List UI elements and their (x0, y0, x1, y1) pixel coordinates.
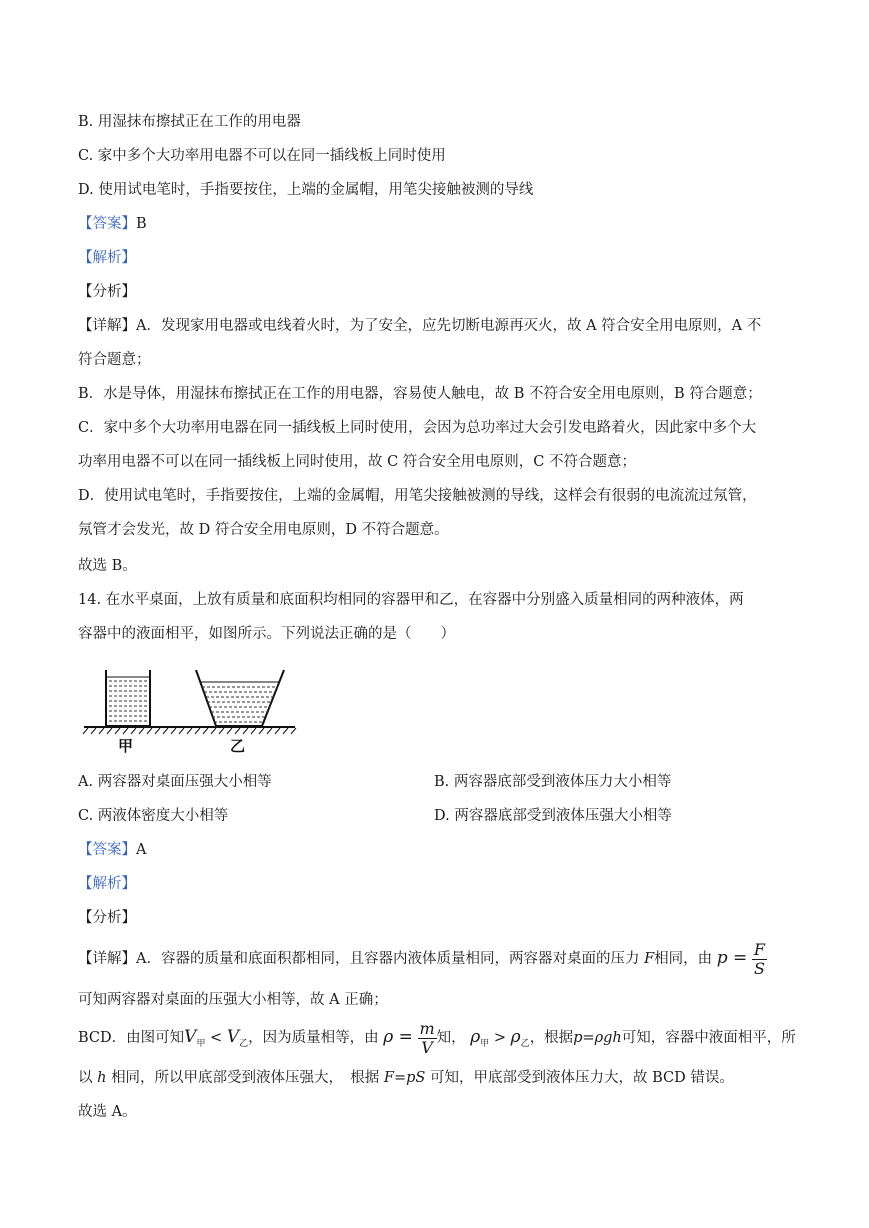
bcd-mid-1: ，因为质量相等，由 (248, 1030, 379, 1046)
q13-detail-a-2: 符合题意； (78, 352, 151, 368)
q13-detail-d-1: D．使用试电笔时，手指要按住，上端的金属帽，用笔尖接触被测的导线，这样会有很弱的电流流过氖管， (78, 488, 757, 504)
answer-value: B (136, 216, 147, 232)
volume-symbol: V (226, 1027, 240, 1047)
answer-value: A (136, 842, 147, 858)
q14-option-b: B. 两容器底部受到液体压力大小相等 (434, 774, 672, 790)
q14-conclusion: 故选 A。 (78, 1104, 137, 1120)
pressure-formula: p=ρgh (573, 1030, 622, 1046)
q13-detail-b: B．水是导体，用湿抹布擦拭正在工作的用电器，容易使人触电，故 B 不符合安全用电原则，B 符合题意； (78, 386, 762, 402)
subscript-yi: 乙 (520, 1038, 530, 1049)
formula-rho-fraction (418, 1020, 437, 1057)
bcd-mid-2: 知， (436, 1030, 466, 1046)
bcd-2-a: 以 (78, 1070, 93, 1086)
q13-detail-d-2: 氖管才会发光，故 D 符合安全用电原则，D 不符合题意。 (78, 522, 449, 538)
less-than-sign: < (205, 1030, 227, 1046)
q13-detail-c-1: C．家中多个大功率用电器在同一插线板上同时使用，会因为总功率过大会引发电路着火，因此家中多个大 (78, 420, 757, 436)
containers-figure (80, 665, 300, 757)
force-formula: F=pS (383, 1070, 426, 1086)
q13-detail-a-1: 【详解】A．发现家用电器或电线着火时，为了安全，应先切断电源再灭火，故 A 符合安全用电原则，A 不 (78, 318, 762, 334)
q13-detail-c-2: 功率用电器不可以在同一插线板上同时使用，故 C 符合安全用电原则，C 不符合题意； (78, 454, 637, 470)
q13-option-d: D. 使用试电笔时，手指要按住，上端的金属帽，用笔尖接触被测的导线 (78, 182, 534, 198)
label-yi: 乙 (230, 737, 246, 755)
q14-stem-1: 14. 在水平桌面，上放有质量和底面积均相同的容器甲和乙，在容器中分别盛入质量相同的两种液体，两 (78, 592, 744, 608)
container-yi (196, 670, 284, 726)
q14-detail-bcd-2 (78, 1068, 734, 1088)
q13-fenxi-tag: 【分析】 (78, 284, 136, 300)
density-symbol: ρ (510, 1027, 521, 1047)
greater-than-sign: > (489, 1030, 511, 1046)
formula-p-fraction (752, 941, 767, 978)
formula-rho-lhs: ρ = (383, 1027, 413, 1047)
height-symbol: h (97, 1070, 107, 1086)
label-jia: 甲 (118, 737, 134, 755)
formula-p-denominator: S (753, 958, 765, 978)
q14-detail-a-1 (78, 938, 767, 979)
container-jia (106, 670, 150, 726)
q13-jiexi-tag: 【解析】 (78, 250, 136, 266)
q13-option-c: C. 家中多个大功率用电器不可以在同一插线板上同时使用 (78, 148, 446, 164)
q14-detail-bcd-1 (78, 1017, 796, 1064)
answer-tag: 【答案】 (78, 842, 136, 858)
q14-option-d: D. 两容器底部受到液体压强大小相等 (434, 808, 672, 824)
q13-conclusion: 故选 B。 (78, 558, 137, 574)
bcd-2-b: 相同，所以甲底部受到液体压强大， 根据 (111, 1070, 380, 1086)
q14-answer (78, 840, 146, 860)
q14-jiexi-tag: 【解析】 (78, 876, 136, 892)
volume-symbol: V (184, 1027, 197, 1047)
q14-detail-a-2: 可知两容器对桌面的压强大小相等，故 A 正确； (78, 992, 388, 1008)
formula-rho-numerator: m (419, 1018, 435, 1038)
bcd-2-c: 可知，甲底部受到液体压力大，故 BCD 错误。 (429, 1070, 734, 1086)
q14-option-c: C. 两液体密度大小相等 (78, 808, 229, 824)
q14-option-a: A. 两容器对桌面压强大小相等 (78, 774, 272, 790)
q14-stem-2: 容器中的液面相平，如图所示。下列说法正确的是（ ） (78, 626, 455, 642)
formula-p-lhs: p = (716, 948, 748, 968)
density-symbol: ρ (470, 1027, 481, 1047)
bcd-mid-3: ，根据 (529, 1030, 574, 1046)
answer-tag: 【答案】 (78, 216, 136, 232)
formula-p-numerator: F (753, 939, 765, 959)
subscript-yi: 乙 (239, 1038, 249, 1049)
subscript-jia: 甲 (480, 1038, 490, 1049)
q13-answer (78, 214, 147, 234)
q13-option-b: B. 用湿抹布擦拭正在工作的用电器 (78, 114, 301, 130)
formula-rho-denominator: V (421, 1037, 433, 1057)
bcd-end: 可知，容器中液面相平，所 (621, 1030, 796, 1046)
force-symbol: F (644, 951, 655, 967)
detail-a-mid: 相同，由 (654, 951, 713, 967)
bcd-prefix: BCD．由图可知 (78, 1030, 185, 1046)
subscript-jia: 甲 (196, 1038, 206, 1049)
q14-fenxi-tag: 【分析】 (78, 910, 136, 926)
detail-a-text: 【详解】A．容器的质量和底面积都相同，且容器内液体质量相同，两容器对桌面的压力 (78, 951, 640, 967)
